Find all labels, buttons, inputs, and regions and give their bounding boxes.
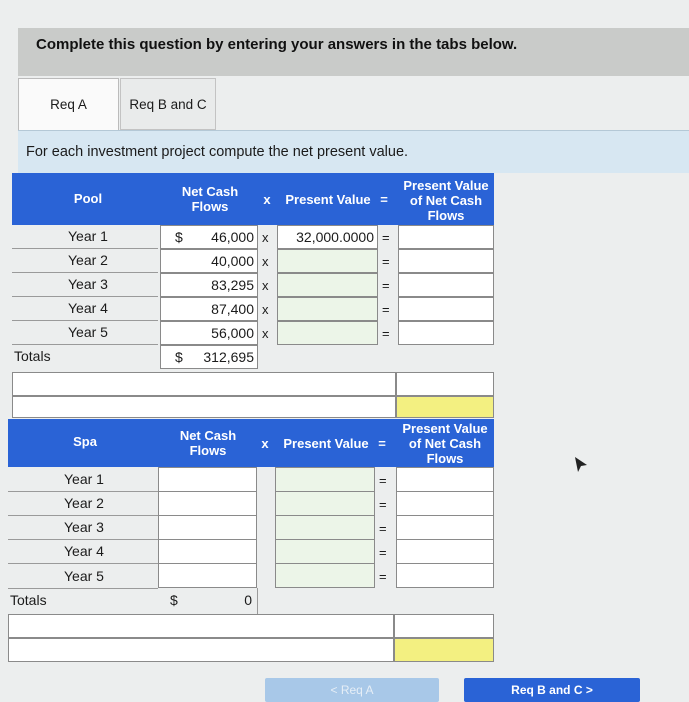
prev-req-label: < Req A bbox=[330, 683, 374, 697]
spa-result-input[interactable] bbox=[396, 515, 494, 540]
spa-row-label: Year 3 bbox=[64, 519, 104, 535]
tab-req-b-and-c[interactable] bbox=[120, 78, 216, 130]
pool-totals-label: Totals bbox=[14, 348, 51, 364]
pool-op-equals: = bbox=[382, 254, 390, 269]
pool-op-times: x bbox=[262, 326, 269, 341]
pool-row-label: Year 4 bbox=[68, 300, 108, 316]
tab-req-a[interactable] bbox=[18, 78, 119, 130]
spa-header-name: Spa bbox=[73, 434, 97, 449]
spa-op-equals: = bbox=[379, 473, 387, 488]
pool-pv-factor-input[interactable] bbox=[277, 249, 378, 273]
pool-dollar-sign: $ bbox=[175, 229, 183, 245]
pool-header-op-eq: = bbox=[380, 192, 388, 207]
spa-pv-factor-input[interactable] bbox=[275, 491, 375, 516]
spa-row-divider bbox=[8, 491, 158, 492]
pool-row-label: Year 2 bbox=[68, 252, 108, 268]
pool-cash-value: 40,000 bbox=[211, 253, 254, 269]
pool-pv-factor-input[interactable] bbox=[277, 273, 378, 297]
spa-row-divider bbox=[8, 588, 158, 589]
spa-header-cash: Net Cash Flows bbox=[179, 428, 237, 458]
pool-header-result: Present Value of Net Cash Flows bbox=[403, 178, 489, 223]
pool-op-times: x bbox=[262, 278, 269, 293]
spa-result-input[interactable] bbox=[396, 563, 494, 588]
pool-row-divider bbox=[12, 272, 158, 273]
spa-op-equals: = bbox=[379, 545, 387, 560]
pool-totals-cash: 312,695 bbox=[203, 349, 254, 365]
spa-row-divider bbox=[8, 563, 158, 564]
spa-header-pv: Present Value bbox=[283, 436, 369, 451]
spa-totals-label: Totals bbox=[10, 592, 47, 608]
spa-cash-input[interactable] bbox=[158, 491, 257, 516]
spa-row-label: Year 1 bbox=[64, 471, 104, 487]
pool-result-input[interactable] bbox=[398, 273, 494, 297]
pool-op-times: x bbox=[262, 254, 269, 269]
spa-extra-result[interactable] bbox=[394, 614, 494, 638]
pool-header-cash: Net Cash Flows bbox=[181, 184, 239, 214]
spa-totals-dollar: $ bbox=[170, 592, 178, 608]
spa-cash-input[interactable] bbox=[158, 467, 257, 492]
pool-totals-dollar: $ bbox=[175, 349, 183, 365]
pool-extra-row[interactable] bbox=[12, 396, 396, 418]
spa-row-label: Year 4 bbox=[64, 543, 104, 559]
question-title: Complete this question by entering your answers in the tabs below. bbox=[36, 36, 518, 53]
spa-pv-factor-input[interactable] bbox=[275, 563, 375, 588]
pool-header-name: Pool bbox=[73, 191, 103, 206]
spa-pv-factor-input[interactable] bbox=[275, 515, 375, 540]
tab-req-b-and-c-label: Req B and C bbox=[129, 96, 207, 112]
pool-extra-result[interactable] bbox=[396, 372, 494, 396]
spa-row-label: Year 2 bbox=[64, 495, 104, 511]
spa-totals-cash: 0 bbox=[244, 592, 252, 608]
pool-op-equals: = bbox=[382, 326, 390, 341]
pool-header-pv: Present Value bbox=[285, 192, 371, 207]
spa-header-result: Present Value of Net Cash Flows bbox=[402, 421, 488, 466]
pool-row-divider bbox=[12, 248, 158, 249]
pool-result-input[interactable] bbox=[398, 249, 494, 273]
spa-totals-divider bbox=[257, 588, 258, 614]
spa-cash-input[interactable] bbox=[158, 515, 257, 540]
spa-result-input[interactable] bbox=[396, 539, 494, 564]
pool-header-op-x: x bbox=[263, 192, 271, 207]
spa-op-equals: = bbox=[379, 569, 387, 584]
pool-pv-factor-value: 32,000.0000 bbox=[296, 229, 374, 245]
spa-header-op-eq: = bbox=[378, 436, 386, 451]
pool-result-input[interactable] bbox=[398, 321, 494, 345]
spa-pv-factor-input[interactable] bbox=[275, 539, 375, 564]
spa-npv-total[interactable] bbox=[394, 638, 494, 662]
spa-op-equals: = bbox=[379, 497, 387, 512]
spa-result-input[interactable] bbox=[396, 491, 494, 516]
pool-pv-factor-input[interactable] bbox=[277, 297, 378, 321]
pool-op-equals: = bbox=[382, 278, 390, 293]
tab-req-a-label: Req A bbox=[50, 97, 87, 112]
prev-req-button[interactable] bbox=[265, 678, 439, 702]
pool-extra-row[interactable] bbox=[12, 372, 396, 396]
pool-cash-value: 83,295 bbox=[211, 277, 254, 293]
spa-pv-factor-input[interactable] bbox=[275, 467, 375, 492]
pool-row-divider bbox=[12, 320, 158, 321]
pool-row-divider bbox=[12, 344, 158, 345]
instruction-bar bbox=[18, 130, 689, 173]
next-req-button[interactable] bbox=[464, 678, 640, 702]
pool-op-times: x bbox=[262, 230, 269, 245]
pool-npv-total[interactable] bbox=[396, 396, 494, 418]
spa-row-divider bbox=[8, 539, 158, 540]
spa-cash-input[interactable] bbox=[158, 563, 257, 588]
pool-row-divider bbox=[12, 296, 158, 297]
spa-row-label: Year 5 bbox=[64, 568, 104, 584]
pool-cash-value: 46,000 bbox=[211, 229, 254, 245]
pool-pv-factor-input[interactable] bbox=[277, 321, 378, 345]
pool-op-equals: = bbox=[382, 302, 390, 317]
pool-op-times: x bbox=[262, 302, 269, 317]
instruction-text: For each investment project compute the net present value. bbox=[26, 144, 409, 160]
pool-cash-value: 56,000 bbox=[211, 325, 254, 341]
spa-extra-row[interactable] bbox=[8, 614, 394, 638]
spa-op-equals: = bbox=[379, 521, 387, 536]
spa-extra-row[interactable] bbox=[8, 638, 394, 662]
pool-row-label: Year 5 bbox=[68, 324, 108, 340]
spa-header-op-x: x bbox=[261, 436, 269, 451]
pool-result-input[interactable] bbox=[398, 225, 494, 249]
pool-result-input[interactable] bbox=[398, 297, 494, 321]
spa-cash-input[interactable] bbox=[158, 539, 257, 564]
mouse-cursor-icon bbox=[573, 456, 589, 474]
pool-row-label: Year 3 bbox=[68, 276, 108, 292]
spa-row-divider bbox=[8, 515, 158, 516]
spa-result-input[interactable] bbox=[396, 467, 494, 492]
pool-cash-value: 87,400 bbox=[211, 301, 254, 317]
pool-row-label: Year 1 bbox=[68, 228, 108, 244]
question-header bbox=[18, 28, 689, 76]
pool-op-equals: = bbox=[382, 230, 390, 245]
next-req-label: Req B and C > bbox=[511, 683, 593, 697]
